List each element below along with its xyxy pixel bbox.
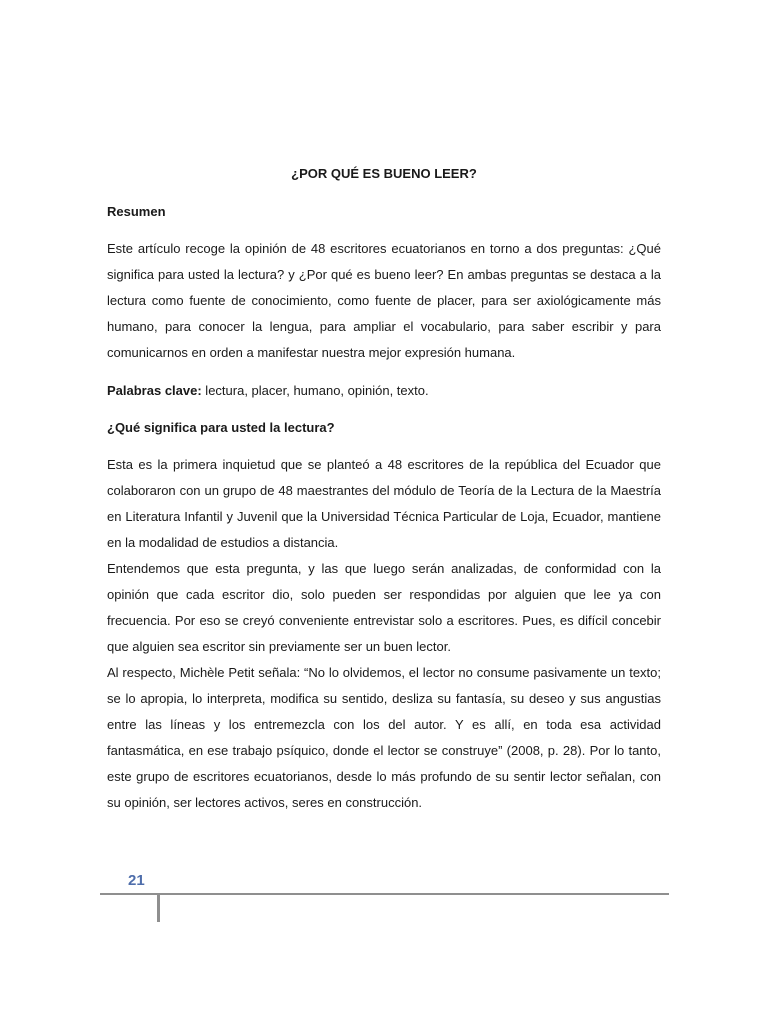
page-number: 21	[128, 872, 145, 889]
section-heading: ¿Qué significa para usted la lectura?	[107, 420, 335, 435]
body-paragraph-2: Entendemos que esta pregunta, y las que luego serán analizadas, de conformidad con la opinión que cada escritor dio, solo pueden ser respondidas por alguien que lee ya con frecuencia. Por eso se creyó conveniente entrevistar solo a escritores. Pues, es difícil concebir que alguien sea escritor sin previamente ser un buen lector.	[107, 561, 661, 654]
body-paragraph-1: Esta es la primera inquietud que se planteó a 48 escritores de la república del Ecuador que colaboraron con un grupo de 48 maestrantes del módulo de Teoría de la Lectura de la Maestría en Literatura Infantil y Juvenil que la Universidad Técnica Particular de Loja, Ecuador, mantiene en la modalidad de estudios a distancia.	[107, 457, 661, 550]
keywords-line	[107, 378, 661, 404]
footer-rule	[100, 893, 669, 895]
footer-tick	[157, 893, 160, 922]
abstract-paragraph: Este artículo recoge la opinión de 48 escritores ecuatorianos en torno a dos preguntas: ¿Qué significa para usted la lectura? y ¿Por qué es bueno leer? En ambas preguntas se destaca a la lectura como fuente de conocimiento, como fuente de placer, para ser axiológicamente más humano, para conocer la lengua, para ampliar el vocabulario, para saber escribir y para comunicarnos en orden a manifestar nuestra mejor expresión humana.	[107, 241, 661, 360]
body-paragraph-3: Al respecto, Michèle Petit señala: “No lo olvidemos, el lector no consume pasivamente un texto; se lo apropia, lo interpreta, modifica su sentido, desliza su fantasía, su deseo y sus angustias entre las líneas y los entremezcla con los del autor. Y es allí, en toda esa actividad fantasmática, en ese trabajo psíquico, donde el lector se construye” (2008, p. 28). Por lo tanto, este grupo de escritores ecuatorianos, desde lo más profundo de su sentir lector señalan, con su opinión, ser lectores activos, seres en construcción.	[107, 665, 661, 810]
document-body	[107, 162, 661, 816]
abstract-heading: Resumen	[107, 204, 166, 219]
keywords-text: lectura, placer, humano, opinión, texto.	[201, 383, 429, 398]
article-title: ¿POR QUÉ ES BUENO LEER?	[291, 166, 477, 181]
keywords-label: Palabras clave:	[107, 383, 202, 398]
